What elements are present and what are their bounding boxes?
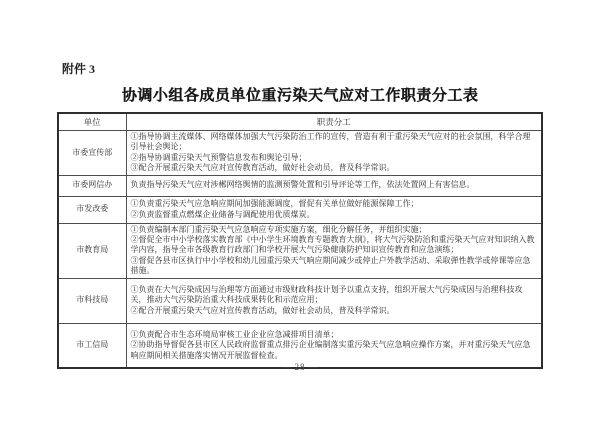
duty-item: ①负责在大气污染成因与治理等方面通过市级财政科技计划予以重点支持，组织开展大气污染成因与治理科技攻关，推动大气污染防治重大科技成果转化和示范应用； [130,285,523,305]
attachment-label: 附件 3 [62,62,96,76]
table-row [58,131,542,176]
duty-item: ②指导协调重污染天气预警信息发布和舆论引导； [130,152,307,162]
duty-list [126,278,542,323]
header-duty: 职责分工 [126,113,542,131]
duty-item: ①负责重污染天气应急响应期间加强能源调度，督促有关单位做好能源保障工作； [130,199,419,209]
duty-item: ②督促全市中小学校落实教育部《中小学生环境教育专题教育大纲》，将大气污染防治和重污染天气应对知识纳入教学内容，指导全市各级教育行政部门和学校开展大气污染健康防护知识宣传教育和应急演练； [130,235,535,255]
duty-list [126,196,542,223]
duty-item: ②协助指导督促各县市区人民政府监督重点排污企业编制落实重污染天气应急响应操作方案，并对重污染天气应急响应期间相关措施落实情况开展监督检查。 [130,340,531,360]
duty-item: ②负责监督重点燃煤企业储备与调配使用优质煤炭。 [130,209,315,219]
unit-name: 市发改委 [58,196,126,223]
duty-table [57,112,543,369]
unit-name: 市工信局 [58,323,126,368]
duty-item: 负责指导污染天气应对涉郴网络舆情的监测预警处置和引导评论等工作，依法处置网上有害信息。 [130,180,475,190]
duty-item: ①指导协调主流媒体、网络媒体加强大气污染防治工作的宣传，营造有利于重污染天气应对的社会氛围，科学合理引导社会舆论； [130,132,531,152]
table-row [58,278,542,323]
unit-name: 市委宣传部 [58,131,126,176]
table-row [58,223,542,278]
duty-item: ①负责编制本部门重污染天气应急响应专项实施方案，细化分解任务，并组织实施； [130,224,427,234]
unit-name: 市委网信办 [58,175,126,196]
table-header-row [58,113,542,131]
page-title: 协调小组各成员单位重污染天气应对工作职责分工表 [121,88,479,104]
duty-list [126,131,542,176]
unit-name: 市科技局 [58,278,126,323]
table-row [58,196,542,223]
table-row [58,175,542,196]
duty-item: ③督促各县市区执行中小学校和幼儿园重污染天气响应期间减少或停止户外教学活动、采取弹性教学或停课等应急措施。 [130,255,531,276]
page-number: — 28 — [281,362,319,372]
unit-name: 市教育局 [58,223,126,278]
duty-item: ①负责配合市生态环境局审核工业企业应急减排项目清单； [130,329,339,339]
header-unit: 单位 [58,113,126,131]
duty-item: ②配合开展重污染天气应对宣传教育活动，做好社会动员，普及科学常识。 [130,305,395,315]
duty-item: ③配合开展重污染天气应对宣传教育活动，做好社会动员，普及科学常识。 [130,163,395,173]
duty-list [126,223,542,278]
duty-list [126,175,542,196]
